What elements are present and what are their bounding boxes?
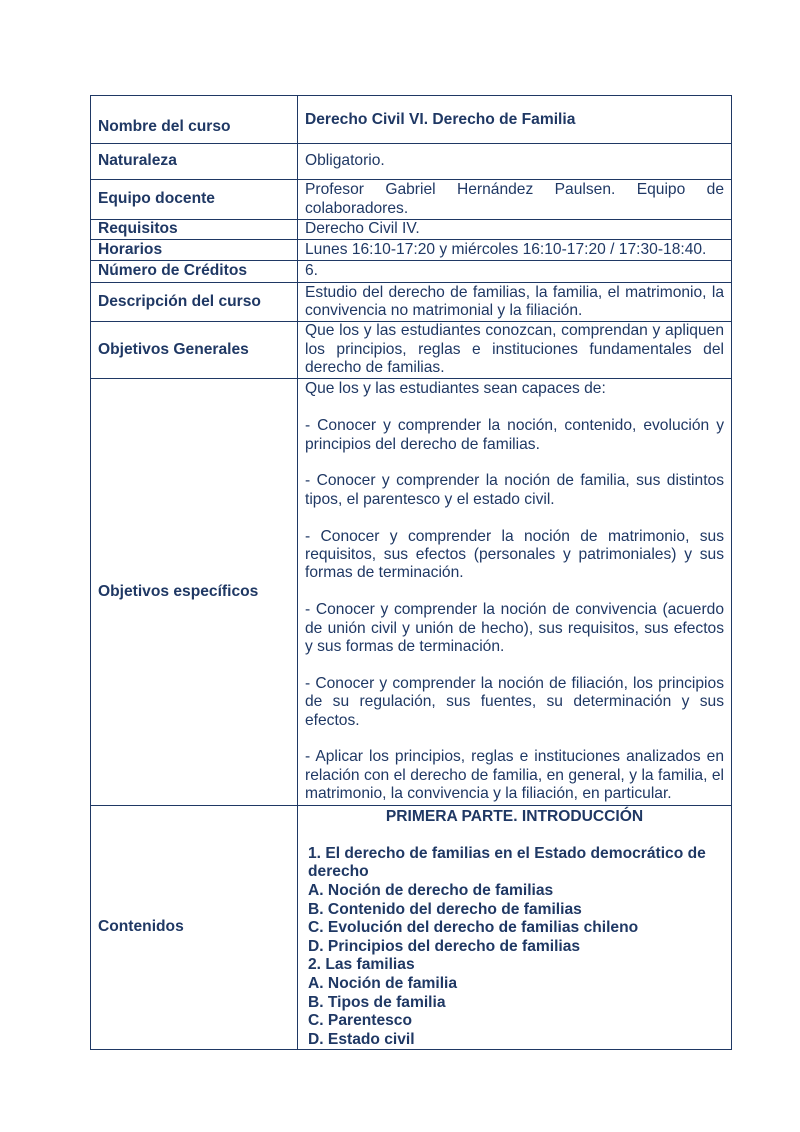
especificos-item: - Conocer y comprender la noción de matrimonio, sus requisitos, sus efectos (personales y patrimoniales) y sus formas de terminación. <box>305 527 724 582</box>
value-horarios: Lunes 16:10-17:20 y miércoles 16:10-17:20 / 17:30-18:40. <box>298 240 732 261</box>
contenidos-line: D. Estado civil <box>308 1030 415 1048</box>
contenidos-line: 2. Las familias <box>308 956 415 974</box>
label-naturaleza: Naturaleza <box>91 144 298 180</box>
label-descripcion: Descripción del curso <box>91 283 298 322</box>
contenidos-part-title: PRIMERA PARTE. INTRODUCCIÓN <box>385 808 644 825</box>
contenidos-line: B. Contenido del derecho de familias <box>308 900 582 918</box>
row-generales <box>91 322 732 379</box>
especificos-item: - Conocer y comprender la noción de familia, sus distintos tipos, el parentesco y el estado civil. <box>305 472 724 508</box>
row-requisitos <box>91 220 732 240</box>
label-horarios: Horarios <box>91 240 298 261</box>
especificos-item: - Conocer y comprender la noción de convivencia (acuerdo de unión civil y unión de hecho), sus requisitos, sus efectos y sus formas de terminación. <box>305 601 724 655</box>
row-naturaleza <box>91 144 732 180</box>
contenidos-line: C. Parentesco <box>308 1012 413 1030</box>
especificos-item: - Aplicar los principios, reglas e instituciones analizados en relación con el derecho de familia, en general, y la familia, el matrimonio, la convivencia y la filiación, en particular. <box>305 748 724 803</box>
value-equipo: Profesor Gabriel Hernández Paulsen. Equipo de colaboradores. <box>298 180 732 220</box>
contenidos-line: 1. El derecho de familias en el Estado democrático de derecho <box>308 844 706 881</box>
value-contenidos <box>298 806 732 1050</box>
value-descripcion: Estudio del derecho de familias, la familia, el matrimonio, la convivencia no matrimonial y la filiación. <box>298 283 732 322</box>
label-creditos: Número de Créditos <box>91 261 298 283</box>
value-generales: Que los y las estudiantes conozcan, comprendan y apliquen los principios, reglas e instituciones fundamentales del derecho de familias. <box>298 322 732 379</box>
contenidos-line: C. Evolución del derecho de familias chileno <box>308 919 639 937</box>
row-contenidos <box>91 806 732 1050</box>
label-especificos: Objetivos específicos <box>91 379 298 806</box>
value-creditos: 6. <box>298 261 732 283</box>
contenidos-line: A. Noción de familia <box>308 974 458 992</box>
especificos-intro: Que los y las estudiantes sean capaces de: <box>305 380 606 398</box>
row-creditos <box>91 261 732 283</box>
contenidos-line: D. Principios del derecho de familias <box>308 937 581 955</box>
value-especificos <box>298 379 732 806</box>
contenidos-line: A. Noción de derecho de familias <box>308 881 554 899</box>
contenidos-line: B. Tipos de familia <box>308 993 446 1011</box>
row-equipo <box>91 180 732 220</box>
contenidos-list <box>305 845 724 1050</box>
especificos-item: - Conocer y comprender la noción de filiación, los principios de su regulación, sus fuentes, su determinación y sus efectos. <box>305 674 724 729</box>
label-equipo: Equipo docente <box>91 180 298 220</box>
value-nombre: Derecho Civil VI. Derecho de Familia <box>298 96 732 144</box>
row-horarios <box>91 240 732 261</box>
label-nombre: Nombre del curso <box>91 96 298 144</box>
label-contenidos: Contenidos <box>91 806 298 1050</box>
row-nombre <box>91 96 732 144</box>
label-generales: Objetivos Generales <box>91 322 298 379</box>
value-requisitos: Derecho Civil IV. <box>298 220 732 240</box>
value-naturaleza: Obligatorio. <box>298 144 732 180</box>
row-descripcion <box>91 283 732 322</box>
row-especificos <box>91 379 732 806</box>
label-requisitos: Requisitos <box>91 220 298 240</box>
course-info-table <box>90 95 732 1050</box>
especificos-item: - Conocer y comprender la noción, contenido, evolución y principios del derecho de familias. <box>305 417 724 453</box>
